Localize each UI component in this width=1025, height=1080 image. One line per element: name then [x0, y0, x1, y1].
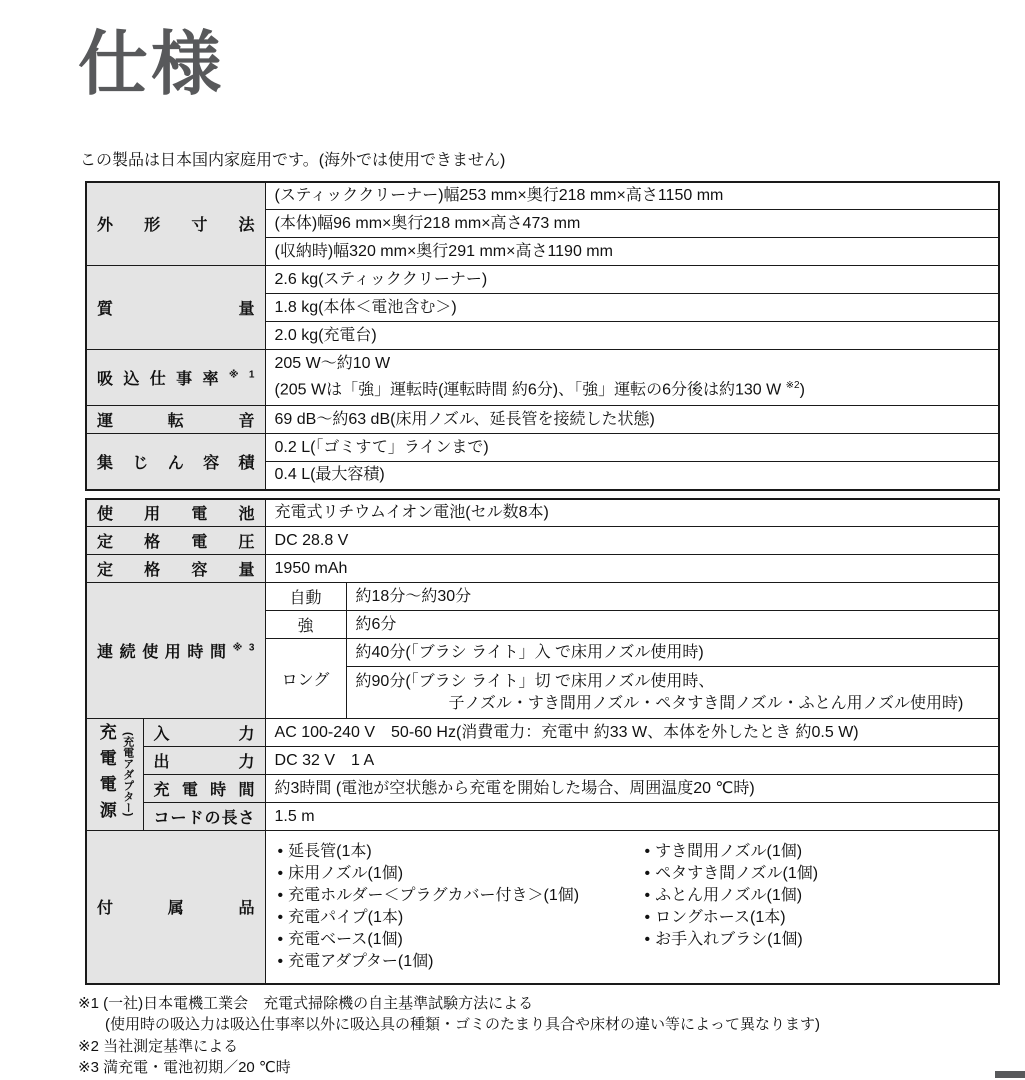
page-title: 仕様 — [78, 25, 224, 103]
row-label-suction-power: 吸込仕事率$^{※1}$ — [86, 350, 265, 406]
table-row — [86, 803, 999, 831]
list-item: • 充電アダプター(1個) — [277, 952, 434, 970]
dimensions-body: (本体)幅96 mm×奥行218 mm×高さ473 mm — [265, 210, 999, 238]
output-value: DC 32 V 1 A — [265, 747, 999, 775]
suction-line-2: (205 Wは「強」運転時(運転時間 約6分)、「強」運転の6分後は約130 W $^{※2}$) — [274, 380, 805, 399]
footnotes — [78, 993, 1000, 1079]
runtime-long-90 — [346, 667, 999, 719]
weight-body: 1.8 kg(本体＜電池含む＞) — [265, 294, 999, 322]
row-label-rated-voltage: 定格電圧 — [86, 527, 265, 555]
list-item: • ロングホース(1本) — [644, 908, 786, 926]
table-row — [86, 555, 999, 583]
row-label-cord-length: コードの長さ — [143, 803, 265, 831]
spec-table-upper — [85, 181, 1000, 491]
table-row — [86, 182, 999, 210]
list-item: • 充電ホルダー＜プラグカバー付き＞(1個) — [277, 886, 580, 904]
table-row — [86, 775, 999, 803]
footnote-3: ※3 満充電・電池初期／20 ℃時 — [78, 1059, 291, 1076]
footnote-ref-3: ※3 — [232, 642, 255, 654]
noise-value: 69 dB〜約63 dB(床用ノズル、延長管を接続した状態) — [265, 406, 999, 434]
list-item: • 充電ベース(1個) — [277, 930, 403, 948]
footnote-1-continued: (使用時の吸込力は吸込仕事率以外に吸込具の種類・ゴミのたまり具合や床材の違い等によって異なります) — [105, 1016, 820, 1033]
battery-value: 充電式リチウムイオン電池(セル数8本) — [265, 499, 999, 527]
accessories-right-column — [645, 841, 989, 973]
row-label-dust-capacity: 集じん容積 — [86, 434, 265, 490]
charging-power-label: 充電電源 — [96, 722, 116, 827]
page-corner-marker — [995, 1071, 1025, 1078]
table-row — [86, 350, 999, 406]
table-row — [86, 499, 999, 527]
row-label-dimensions: 外形寸法 — [86, 182, 265, 266]
suction-line-1: 205 W〜約10 W — [274, 355, 391, 373]
row-label-battery: 使用電池 — [86, 499, 265, 527]
list-item: • ふとん用ノズル(1個) — [644, 886, 803, 904]
row-label-charge-time: 充電時間 — [143, 775, 265, 803]
row-label-weight: 質量 — [86, 266, 265, 350]
dust-capacity-max: 0.4 L(最大容積) — [265, 462, 999, 490]
runtime-long-90-line1: 約90分(「ブラシ ライト」切 で床用ノズル使用時、 — [355, 672, 715, 690]
footnote-ref-2: ※2 — [785, 380, 800, 392]
accessories-left-column — [275, 841, 645, 973]
table-row — [86, 747, 999, 775]
table-row — [86, 406, 999, 434]
list-item: • 床用ノズル(1個) — [277, 864, 404, 882]
runtime-long-40: 約40分(「ブラシ ライト」入 で床用ノズル使用時) — [346, 639, 999, 667]
table-row — [86, 266, 999, 294]
weight-stick: 2.6 kg(スティッククリーナー) — [265, 266, 999, 294]
runtime-long-90-line2: 子ノズル・すき間用ノズル・ペタすき間ノズル・ふとん用ノズル使用時) — [448, 694, 964, 712]
weight-dock: 2.0 kg(充電台) — [265, 322, 999, 350]
suction-power-value — [265, 350, 999, 406]
list-item: • お手入れブラシ(1個) — [644, 930, 803, 948]
runtime-mode-auto: 自動 — [265, 583, 346, 611]
row-label-input: 入力 — [143, 719, 265, 747]
dust-capacity-line: 0.2 L(「ゴミすて」ラインまで) — [265, 434, 999, 462]
runtime-strong-value: 約6分 — [346, 611, 999, 639]
charge-time-value: 約3時間 (電池が空状態から充電を開始した場合、周囲温度20 ℃時) — [265, 775, 999, 803]
list-item: • 充電パイプ(1本) — [277, 908, 404, 926]
table-row — [86, 434, 999, 462]
charging-adapter-label: (充電アダプター) — [121, 732, 134, 817]
list-item: • ペタすき間ノズル(1個) — [644, 864, 819, 882]
table-row — [86, 527, 999, 555]
list-item: • 延長管(1本) — [277, 842, 372, 860]
footnote-2: ※2 当社測定基準による — [78, 1037, 239, 1055]
domestic-use-note: この製品は日本国内家庭用です。(海外では使用できません) — [80, 151, 506, 169]
row-label-accessories: 付属品 — [86, 831, 265, 984]
runtime-mode-long: ロング — [265, 639, 346, 719]
footnote-ref-1: ※1 — [228, 369, 255, 381]
runtime-auto-value: 約18分〜約30分 — [346, 583, 999, 611]
rated-capacity-value: 1950 mAh — [265, 555, 999, 583]
table-row — [86, 831, 999, 984]
row-label-rated-capacity: 定格容量 — [86, 555, 265, 583]
dimensions-stick: (スティッククリーナー)幅253 mm×奥行218 mm×高さ1150 mm — [265, 182, 999, 210]
row-label-charging-power — [86, 719, 143, 831]
input-value: AC 100-240 V 50-60 Hz(消費電力：充電中 約33 W、本体を外したとき 約0.5 W) — [265, 719, 999, 747]
rated-voltage-value: DC 28.8 V — [265, 527, 999, 555]
table-row — [86, 583, 999, 611]
list-item: • すき間用ノズル(1個) — [644, 842, 803, 860]
runtime-mode-strong: 強 — [265, 611, 346, 639]
spec-table-lower — [85, 498, 1000, 985]
table-row — [86, 719, 999, 747]
row-label-noise: 運転音 — [86, 406, 265, 434]
cord-length-value: 1.5 m — [265, 803, 999, 831]
row-label-output: 出力 — [143, 747, 265, 775]
dimensions-stored: (収納時)幅320 mm×奥行291 mm×高さ1190 mm — [265, 238, 999, 266]
footnote-1: ※1 (一社)日本電機工業会 充電式掃除機の自主基準試験方法による — [78, 994, 534, 1012]
accessories-value — [265, 831, 999, 984]
row-label-runtime: 連続使用時間$^{※3}$ — [86, 583, 265, 719]
